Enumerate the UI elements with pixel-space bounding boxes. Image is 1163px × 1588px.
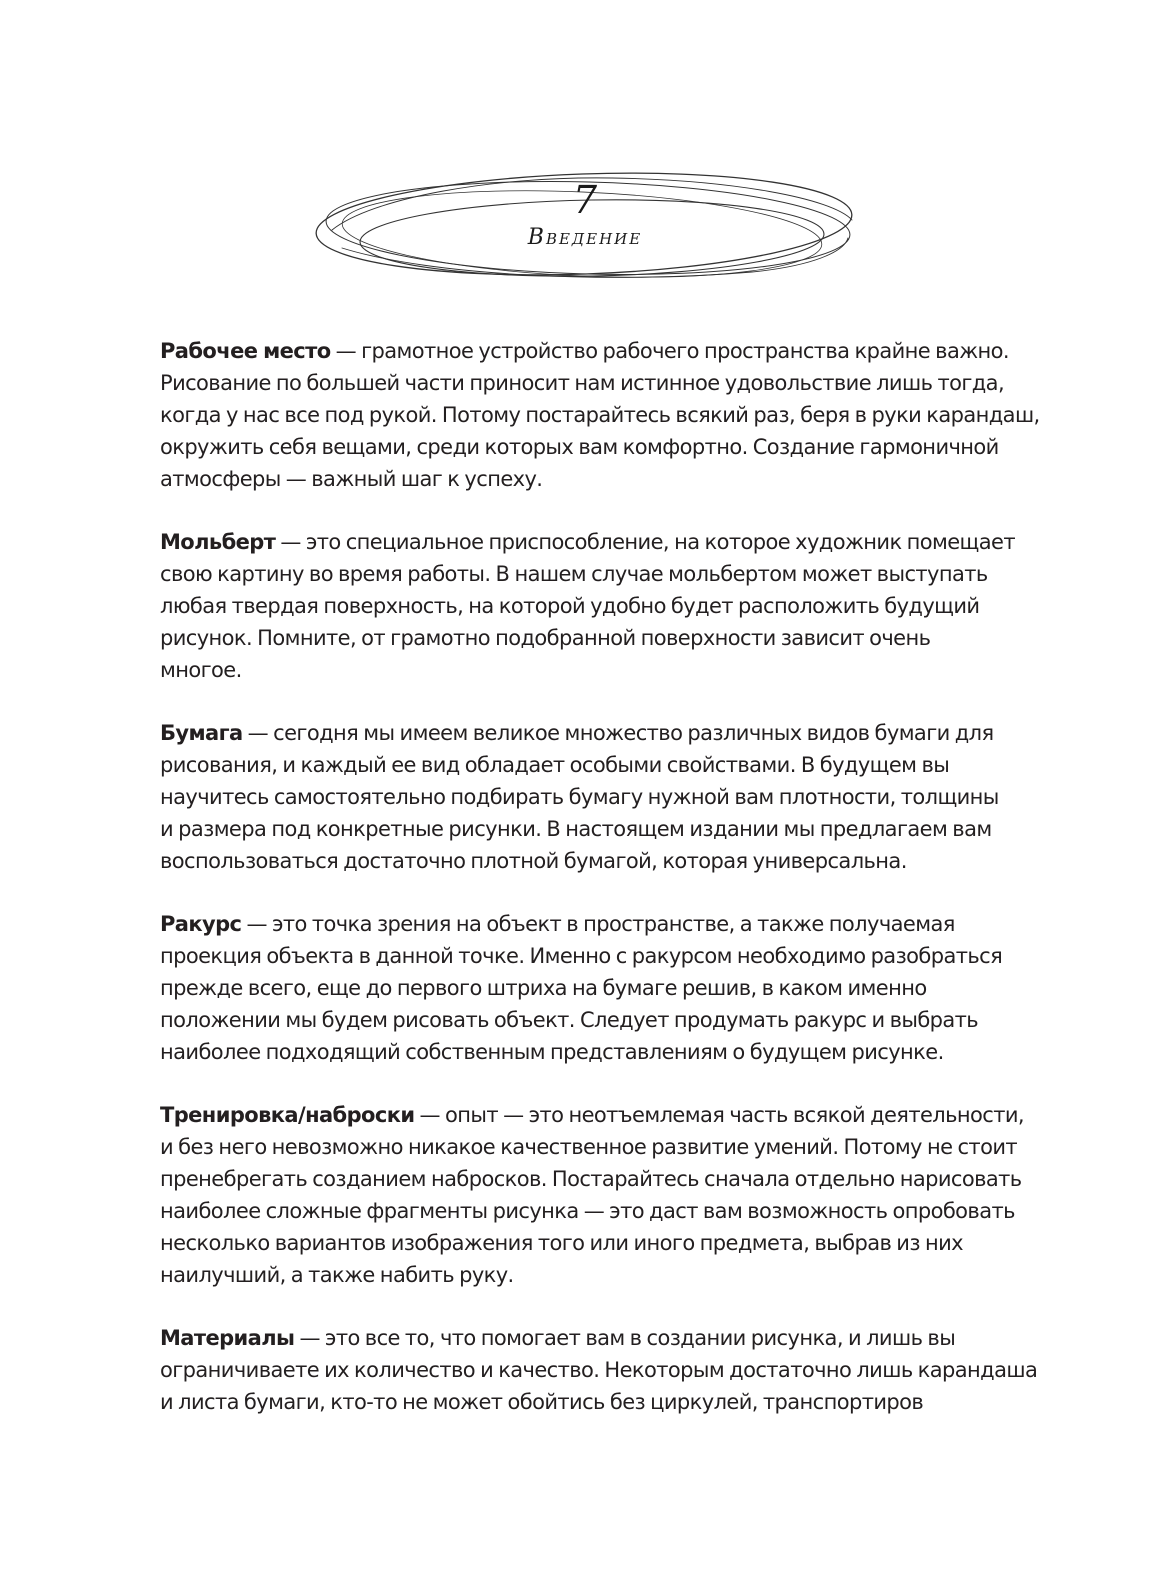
paragraph-line: наиболее сложные фрагменты рисунка — это даст вам возможность опробовать xyxy=(160,1199,1015,1223)
chapter-header xyxy=(312,168,858,286)
paragraph-line: несколько вариантов изображения того или иного предмета, выбрав из них xyxy=(160,1231,964,1255)
term-heading: Материалы xyxy=(160,1326,295,1350)
paragraph-line: рисунок. Помните, от грамотно подобранной поверхности зависит очень xyxy=(160,626,931,650)
paragraph-materials xyxy=(160,1322,1040,1418)
paragraph-paper xyxy=(160,717,1040,877)
term-heading: Ракурс xyxy=(160,912,242,936)
paragraph-first-line xyxy=(160,1099,1040,1131)
paragraph-line: наиболее подходящий собственным представлениям о будущем рисунке. xyxy=(160,1040,944,1064)
paragraph-first-line xyxy=(160,908,1040,940)
paragraph-first-line xyxy=(160,1322,1040,1354)
first-line-text: — это точка зрения на объект в пространстве, а также получаемая xyxy=(241,912,955,936)
paragraph-line: Рисование по большей части приносит нам истинное удовольствие лишь тогда, xyxy=(160,371,1005,395)
first-line-text: — сегодня мы имеем великое множество различных видов бумаги для xyxy=(242,721,994,745)
first-line-text: — это все то, что помогает вам в создании рисунка, и лишь вы xyxy=(294,1326,956,1350)
paragraph-line: любая твердая поверхность, на которой удобно будет расположить будущий xyxy=(160,594,980,618)
term-heading: Тренировка/наброски xyxy=(160,1103,415,1127)
paragraph-line: атмосферы — важный шаг к успеху. xyxy=(160,467,543,491)
paragraph-first-line xyxy=(160,526,1040,558)
paragraph-line: и без него невозможно никакое качественное развитие умений. Потому не стоит xyxy=(160,1135,1017,1159)
paragraph-easel xyxy=(160,526,1040,686)
paragraph-line: свою картину во время работы. В нашем случае мольбертом может выступать xyxy=(160,562,988,586)
paragraph-line: окружить себя вещами, среди которых вам комфортно. Создание гармоничной xyxy=(160,435,999,459)
first-line-text: — грамотное устройство рабочего пространства крайне важно. xyxy=(330,339,1009,363)
paragraph-line: многое. xyxy=(160,658,242,682)
paragraph-line: проекция объекта в данной точке. Именно с ракурсом необходимо разобраться xyxy=(160,944,1003,968)
chapter-title: Введение xyxy=(527,225,643,250)
paragraph-perspective xyxy=(160,908,1040,1068)
paragraph-line: наилучший, а также набить руку. xyxy=(160,1263,514,1287)
term-heading: Рабочее место xyxy=(160,339,331,363)
paragraph-line: пренебрегать созданием набросков. Постарайтесь сначала отдельно нарисовать xyxy=(160,1167,1022,1191)
page-number: 7 xyxy=(572,178,598,222)
paragraph-first-line xyxy=(160,717,1040,749)
body-text xyxy=(160,335,1040,1449)
term-heading: Бумага xyxy=(160,721,243,745)
paragraph-line: прежде всего, еще до первого штриха на бумаге решив, в каком именно xyxy=(160,976,927,1000)
paragraph-line: положении мы будем рисовать объект. Следует продумать ракурс и выбрать xyxy=(160,1008,979,1032)
first-line-text: — опыт — это неотъемлемая часть всякой деятельности, xyxy=(414,1103,1024,1127)
paragraph-line: воспользоваться достаточно плотной бумагой, которая универсальна. xyxy=(160,849,907,873)
paragraph-line: ограничиваете их количество и качество. Некоторым достаточно лишь карандаша xyxy=(160,1358,1038,1382)
paragraph-first-line xyxy=(160,335,1040,367)
first-line-text: — это специальное приспособление, на которое художник помещает xyxy=(275,530,1015,554)
term-heading: Мольберт xyxy=(160,530,276,554)
paragraph-line: и листа бумаги, кто-то не может обойтись без циркулей, транспортиров xyxy=(160,1390,924,1414)
paragraph-line: и размера под конкретные рисунки. В настоящем издании мы предлагаем вам xyxy=(160,817,992,841)
paragraph-line: рисования, и каждый ее вид обладает особыми свойствами. В будущем вы xyxy=(160,753,950,777)
paragraph-line: когда у нас все под рукой. Потому постарайтесь всякий раз, беря в руки карандаш, xyxy=(160,403,1040,427)
paragraph-line: научитесь самостоятельно подбирать бумагу нужной вам плотности, толщины xyxy=(160,785,999,809)
paragraph-training-sketches xyxy=(160,1099,1040,1291)
paragraph-workplace xyxy=(160,335,1040,495)
